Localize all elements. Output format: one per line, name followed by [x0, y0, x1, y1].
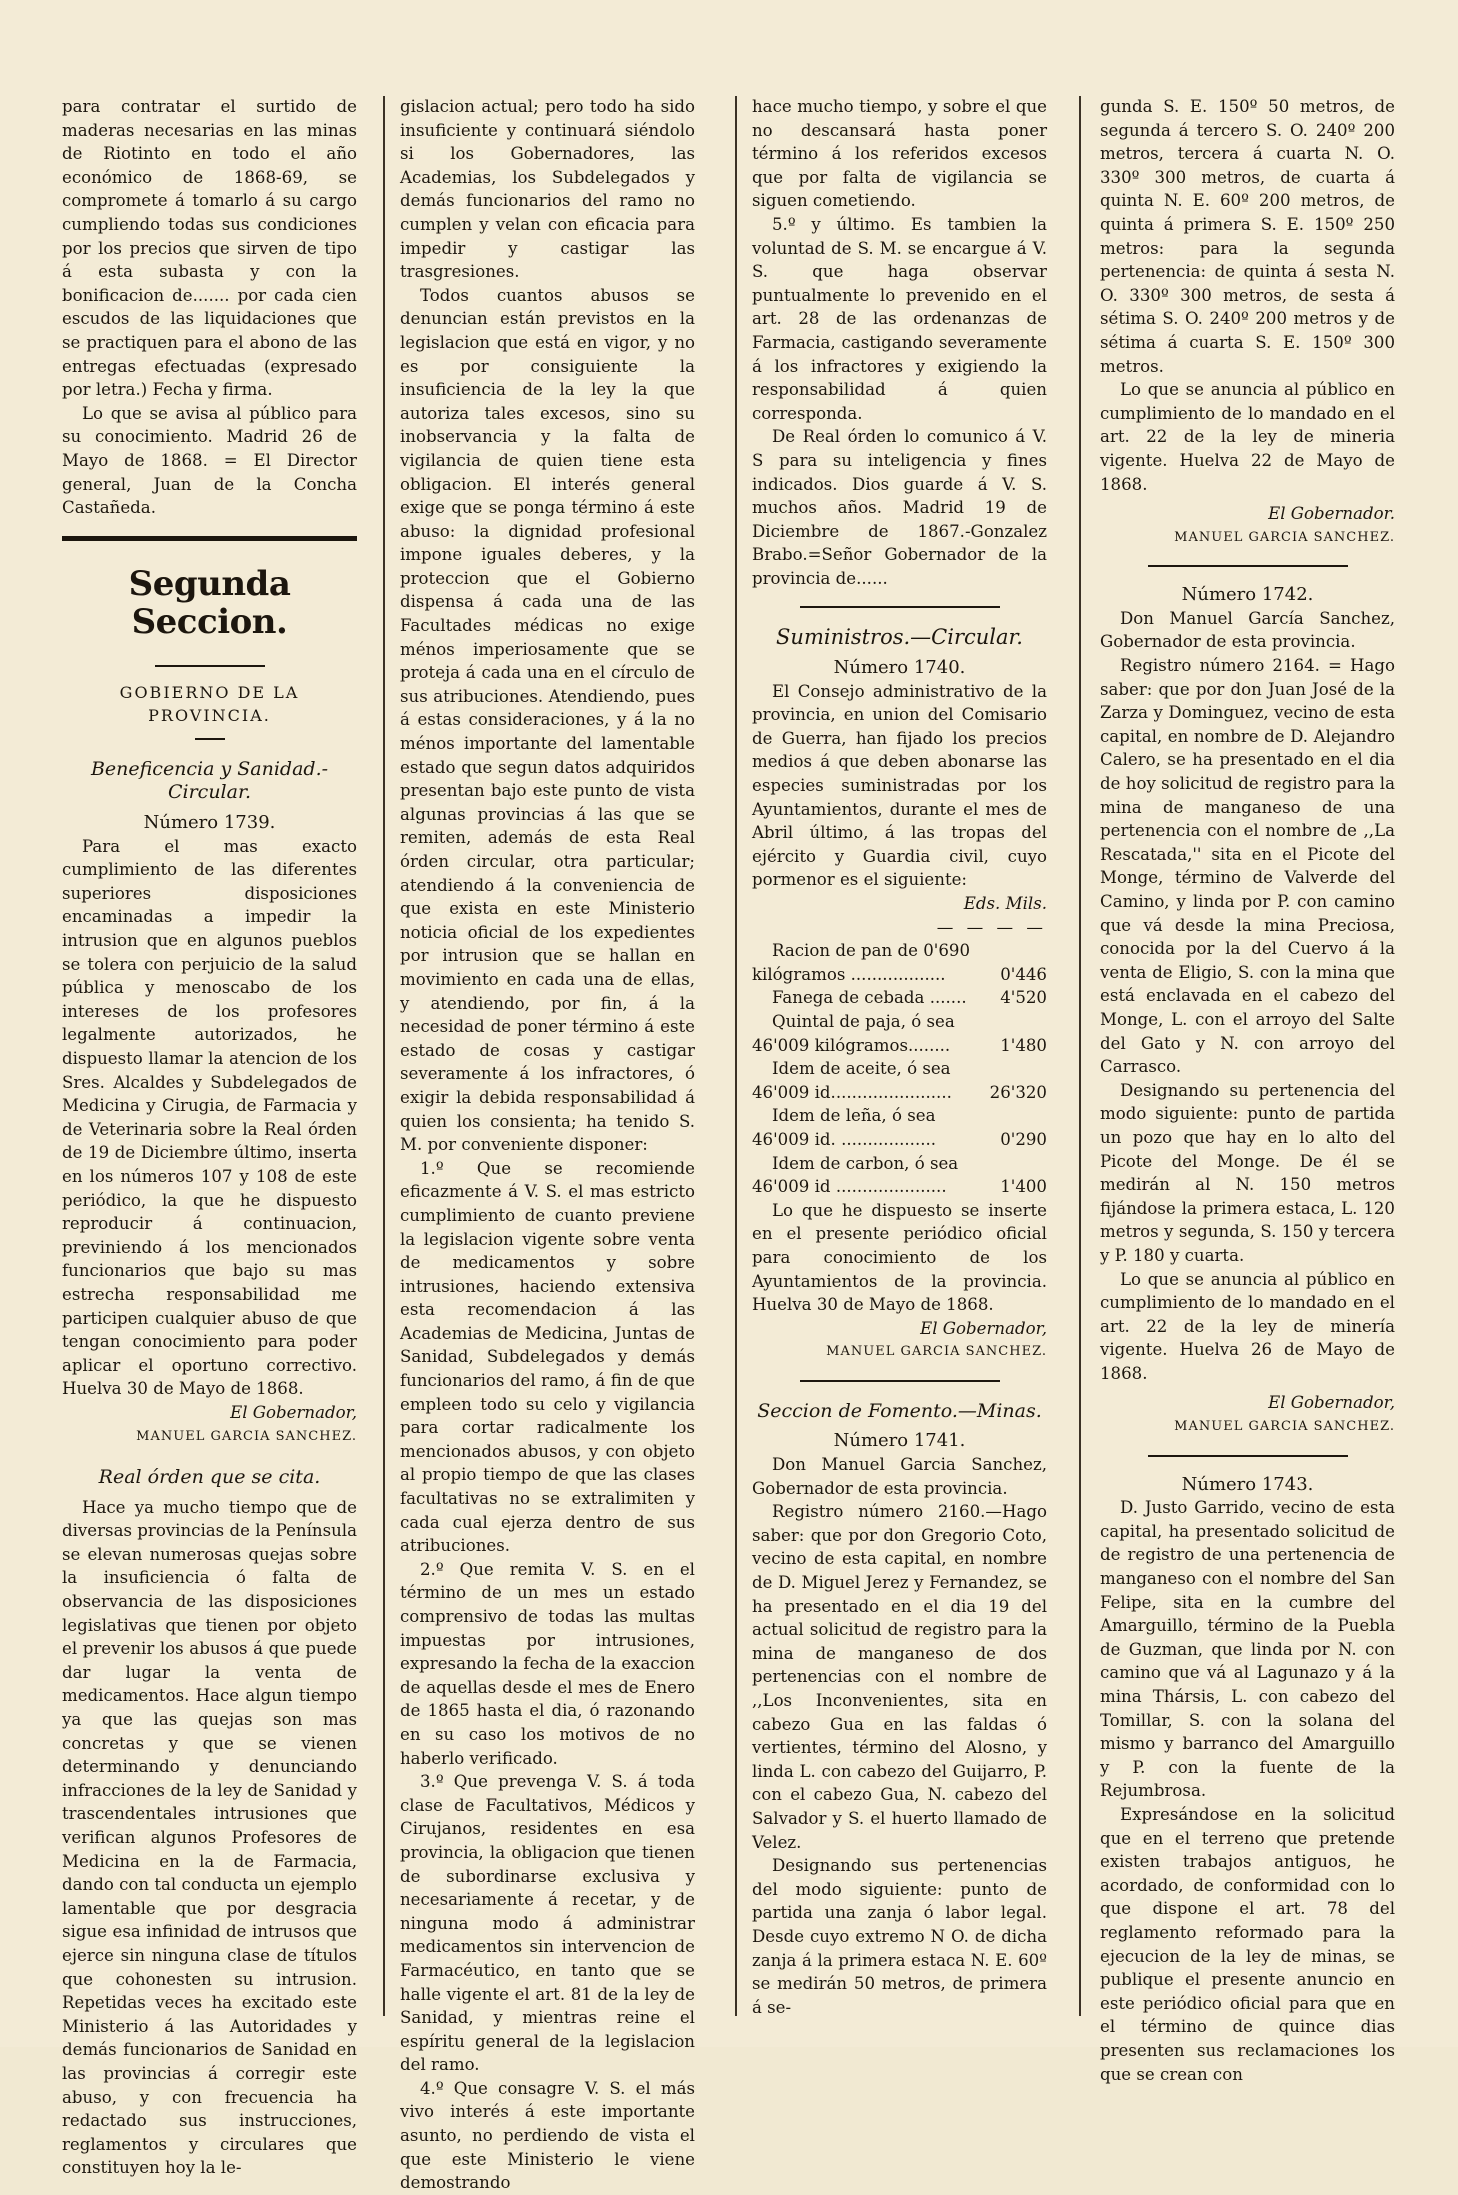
signature-name: MANUEL GARCIA SANCHEZ. [1174, 1419, 1395, 1435]
column-rule [735, 96, 737, 2016]
price-row [752, 1081, 1047, 1105]
price-label: 46'009 kilógramos........ [752, 1035, 951, 1055]
paragraph: Registro número 2160.—Hago saber: que por don Gregorio Coto, vecino de esta capital, en nombre de D. Miguel Jerez y Fernandez, se ha presentado en el dia 19 del actual solicitud de registro para la mina de manganeso de dos pertenencias con el nombre de ,,Los Inconvenientes, sita en cabezo Gua en las faldas ó vertientes, término del Alosno, y linda L. con cabezo del Guijarro, P. con el cabezo Gua, N. cabezo del Salvador y S. el huerto llamado de Velez. [752, 1502, 1047, 1852]
paragraph: Lo que se anuncia al público en cumplimiento de lo mandado en el art. 22 de la ley de minería vigente. Huelva 26 de Mayo de 1868. [1100, 1269, 1395, 1383]
paragraph: gunda S. E. 150º 50 metros, de segunda á tercero S. O. 240º 200 metros, tercera á cuarta N. O. 330º 300 metros, de cuarta á quinta N. E. 60º 200 metros, de quinta á primera S. E. 150º 250 metros: para la segunda pertenencia: de quinta á sesta N. O. 330º 300 metros, de sesta á sétima S. O. 240º 200 metros y de sétima á cuarta S. E. 150º 300 metros. [1100, 97, 1395, 376]
signature-title: El Gobernador, [230, 1402, 357, 1422]
paragraph: Registro número 2164. = Hago saber: que por don Juan José de la Zarza y Dominguez, vecino de esta capital, en nombre de D. Alejandro Calero, se ha presentado en el dia de hoy solicitud de registro para la mina de manganeso de una pertenencia con el nombre de ,,La Rescatada,'' sita en el Picote del Monge, término de Valverde del Camino, y linda por P. con camino que vá desde la mina Preciosa, conocida por la del Cuervo á la venta de Eligio, S. con la mina que está enclavada en el cabezo del Monge, L. con el arroyo del Salte del Gato y N. con arroyo del Carrasco. [1100, 656, 1395, 1077]
price-row [752, 1175, 1047, 1199]
paragraph: Todos cuantos abusos se denuncian están previstos en la legislacion que está en vigor, y no es por consiguiente la insuficiencia de la ley la que autoriza tales excesos, sino su inobservancia y la falta de vigilancia de quien tiene esta obligacion. El interés general exige que se ponga término á este abuso: la dignidad profesional impone iguales deberes, y la proteccion que el Gobierno dispensa á cada una de las Facultades médicas no exige ménos imperiosamente que se proteja á cada una en el círculo de sus atribuciones. Atendiendo, pues á estas consideraciones, y á la no ménos importante del lamentable estado que segun datos adquiridos presentan bajo este punto de vista algunas provincias á las que se remiten, además de esta Real órden circular, otra particular; atendiendo á la conveniencia de que exista en este Ministerio noticia oficial de los expedientes por intrusion que se hallan en movimiento en cada una de ellas, y atendiendo, por fin, á la necesidad de poner término á este estado de cosas y castigar severamente á los infractores, ó exigir la debida responsabilidad á quien los consienta; ha tenido S. M. por conveniente disponer: [400, 285, 695, 1155]
real-orden-heading: Real órden que se cita. [98, 1466, 321, 1489]
column-rule [383, 96, 385, 2016]
price-row [752, 1034, 1047, 1058]
divider [155, 665, 265, 667]
divider [800, 606, 1000, 608]
paragraph: Don Manuel Garcia Sanchez, Gobernador de esta provincia. [752, 1455, 1047, 1498]
price-value: 4'520 [1000, 988, 1047, 1008]
signature-name: MANUEL GARCIA SANCHEZ. [1174, 529, 1395, 545]
column-1 [62, 95, 357, 2180]
paragraph: para contratar el surtido de maderas necesarias en las minas de Riotinto en todo el año económico de 1868-69, se compromete á tomarlo á su cargo cumpliendo todas sus condiciones por los precios que sirven de tipo á esta subasta y con la bonificacion de....... por cada cien escudos de las liquidaciones que se practiquen para el abono de las entregas efectuadas (expresado por letra.) Fecha y firma. [62, 97, 357, 400]
paragraph: Don Manuel García Sanchez, Gobernador de esta provincia. [1100, 608, 1395, 652]
price-value: 1'400 [1000, 1177, 1047, 1197]
paragraph: Hace ya mucho tiempo que de diversas provincias de la Península se elevan numerosas quejas sobre la insuficiencia ó falta de observancia de las disposiciones legislativas que tienen por objeto el prevenir los abusos á que puede dar lugar la venta de medicamentos. Hace algun tiempo ya que las quejas son mas concretas y que se vienen determinando y denunciando infracciones de la ley de Sanidad y trascendentales intrusiones que verifican algunos Profesores de Medicina en la de Farmacia, dando con tal conducta un ejemplo lamentable que por desgracia sigue esa infinidad de intrusos que ejerce sin ninguna clase de títulos que cohonesten su intrusion. Repetidas veces ha excitado este Ministerio á las Autoridades y demás funcionarios de Sanidad en las provincias á corregir este abuso, y con frecuencia ha redactado sus instrucciones, reglamentos y circulares que constituyen hoy la le- [62, 1497, 357, 2178]
price-row-label: Idem de carbon, ó sea [772, 1153, 959, 1173]
price-label: kilógramos .................. [752, 964, 946, 984]
paragraph: 2.º Que remita V. S. en el término de un mes un estado comprensivo de todas las multas impuestas por intrusiones, expresando la fecha de la exaccion de aquellas desde el mes de Enero de 1865 hasta el dia, ó razonando en su caso los motivos de no haberlo verificado. [400, 1559, 695, 1768]
signature-title: El Gobernador. [1268, 504, 1395, 524]
paragraph: De Real órden lo comunico á V. S para su inteligencia y fines indicados. Dios guarde á V. S. muchos años. Madrid 19 de Diciembre de 1867.-Gonzalez Brabo.=Señor Gobernador de la provincia de...... [752, 427, 1047, 588]
price-row-label: Idem de aceite, ó sea [772, 1059, 951, 1079]
column-4 [1100, 95, 1395, 2086]
column-2 [400, 95, 695, 2195]
signature-name: MANUEL GARCIA SANCHEZ. [826, 1344, 1047, 1360]
price-value: 26'320 [989, 1082, 1047, 1102]
section-rule [62, 536, 357, 541]
notice-number: Número 1740. [833, 657, 966, 679]
notice-number: Número 1743. [1181, 1473, 1314, 1495]
signature-title: El Gobernador, [1268, 1393, 1395, 1413]
paragraph: 4.º Que consagre V. S. el más vivo interés á este importante asunto, no perdiendo de vista el que este Ministerio le viene demostrando [400, 2078, 695, 2193]
column-rule [1079, 96, 1081, 2016]
paragraph: gislacion actual; pero todo ha sido insuficiente y continuará siéndolo si los Gobernadores, las Academias, los Subdelegados y demás funcionarios del ramo no cumplen y velan con eficacia para impedir y castigar las trasgresiones. [400, 97, 695, 282]
paragraph: D. Justo Garrido, vecino de esta capital, ha presentado solicitud de de registro de una pertenencia de manganeso con el nombre del San Felipe, sita en la cumbre del Amarguillo, término de la Puebla de Guzman, que linda por N. con camino que vá al Lagunazo y á la mina Thársis, L. con cabezo del Tomillar, S. con la solana del mismo y barranco del Amarguillo y P. con la fuente de la Rejumbrosa. [1100, 1498, 1395, 1801]
units-header: Eds. Mils. [963, 894, 1047, 913]
paragraph: hace mucho tiempo, y sobre el que no descansará hasta poner término á los referidos excesos que por falta de vigilancia se siguen cometiendo. [752, 97, 1047, 211]
divider [800, 1380, 1000, 1382]
paragraph: Lo que he dispuesto se inserte en el presente periódico oficial para conocimiento de los Ayuntamientos de la provincia. Huelva 30 de Mayo de 1868. [752, 1200, 1047, 1315]
paragraph: El Consejo administrativo de la provincia, en union del Comisario de Guerra, han fijado los precios medios á que deben abonarse las especies suministradas por los Ayuntamientos, durante el mes de Abril último, á las tropas del ejército y Guardia civil, cuyo pormenor es el siguiente: [752, 681, 1047, 890]
paragraph: Lo que se anuncia al público en cumplimiento de lo mandado en el art. 22 de la ley de mineria vigente. Huelva 22 de Mayo de 1868. [1100, 380, 1395, 494]
price-row [752, 963, 1047, 987]
section-title: Segunda Seccion. [128, 563, 291, 642]
paragraph: 1.º Que se recomiende eficazmente á V. S. el mas estricto cumplimiento de cuanto previene la legislacion vigente sobre venta de medicamentos y sobre intrusiones, haciendo extensiva esta recomendacion á las Academias de Medicina, Juntas de Sanidad, Subdelegados y demás funcionarios del ramo, á fin de que empleen todo su celo y vigilancia para cortar radicalmente los mencionados abusos, y con objeto al propio tiempo de que las clases facultativas no se extralimiten y cada cual ejerza dentro de sus atribuciones. [400, 1158, 695, 1556]
price-row-label: Idem de leña, ó sea [772, 1106, 936, 1126]
divider [1148, 1455, 1348, 1457]
fomento-heading: Seccion de Fomento.—Minas. [757, 1399, 1042, 1422]
notice-number: Número 1741. [833, 1430, 966, 1452]
column-3 [752, 95, 1047, 2019]
price-row [752, 1128, 1047, 1152]
price-row-label: Racion de pan de 0'690 [772, 941, 971, 961]
circular-heading: Beneficencia y Sanidad.-Circular. [90, 757, 329, 804]
gov-heading: GOBIERNO DE LA PROVINCIA. [119, 682, 300, 726]
divider [1148, 565, 1348, 567]
price-value: 0'446 [1000, 964, 1047, 984]
price-label: 46'009 id. .................. [752, 1129, 937, 1149]
notice-number: Número 1742. [1181, 584, 1314, 606]
price-value: 0'290 [1000, 1129, 1047, 1149]
paragraph: Lo que se avisa al público para su conocimiento. Madrid 26 de Mayo de 1868. = El Director general, Juan de la Concha Castañeda. [62, 403, 357, 518]
paragraph: 5.º y último. Es tambien la voluntad de S. M. se encargue á V. S. que haga observar puntualmente lo prevenido en el art. 28 de las ordenanzas de Farmacia, castigando severamente á los infractores y exigiendo la responsabilidad á quien corresponda. [752, 214, 1047, 423]
price-label: 46'009 id ..................... [752, 1177, 947, 1197]
paragraph: Designando sus pertenencias del modo siguiente: punto de partida una zanja ó labor legal. Desde cuyo extremo N O. de dicha zanja á la primera estaca N. E. 60º se medirán 50 metros, de primera á se- [752, 1856, 1047, 2017]
signature-title: El Gobernador, [920, 1318, 1047, 1338]
notice-number: Número 1739. [143, 812, 276, 834]
paragraph: 3.º Que prevenga V. S. á toda clase de Facultativos, Médicos y Cirujanos, residentes en esa provincia, la obligacion que tienen de subordinarse exclusiva y necesariamente á recetar, y de ninguna modo á administrar medicamentos sin intervencion de Farmacéutico, en tanto que se halle vigente el art. 81 de la ley de Sanidad, y mientras reine el espíritu general de la legislacion del ramo. [400, 1772, 695, 2075]
paragraph: Designando su pertenencia del modo siguiente: punto de partida un pozo que hay en lo alto del Picote del Monge. De él se medirán al N. 150 metros fijándose la primera estaca, L. 120 metros y segunda, S. 150 y tercera y P. 180 y cuarta. [1100, 1080, 1395, 1265]
price-row [752, 986, 1047, 1010]
price-row-label: Quintal de paja, ó sea [772, 1011, 955, 1031]
price-label: 46'009 id....................... [752, 1082, 952, 1102]
price-label: Fanega de cebada ....... [772, 988, 967, 1008]
price-value: 1'480 [1000, 1035, 1047, 1055]
paragraph: Para el mas exacto cumplimiento de las diferentes superiores disposiciones encaminadas a impedir la intrusion que en algunos pueblos se tolera con perjuicio de la salud pública y menoscabo de los intereses de los profesores legalmente autorizados, he dispuesto llamar la atencion de los Sres. Alcaldes y Subdelegados de Medicina y Cirugia, de Farmacia y de Veterinaria sobre la Real órden de 19 de Diciembre último, inserta en los números 107 y 108 de este periódico, la que he dispuesto reproducir á continuacion, previniendo á los mencionados funcionarios que bajo su mas estrecha responsabilidad me participen cualquier abuso de que tengan conocimiento para poder aplicar el oportuno correctivo. Huelva 30 de Mayo de 1868. [62, 836, 357, 1399]
divider [195, 738, 225, 740]
signature-name: MANUEL GARCIA SANCHEZ. [136, 1428, 357, 1444]
units-rule: — — — — [936, 917, 1047, 937]
paragraph: Expresándose en la solicitud que en el terreno que pretende existen trabajos antiguos, he acordado, de conformidad con lo que dispone el art. 78 del reglamento reformado para la ejecucion de la ley de minas, se publique el presente anuncio en este periódico oficial para que en el término de quince dias presenten sus reclamaciones los que se crean con [1100, 1804, 1395, 2084]
suministros-heading: Suministros.—Circular. [776, 625, 1023, 650]
